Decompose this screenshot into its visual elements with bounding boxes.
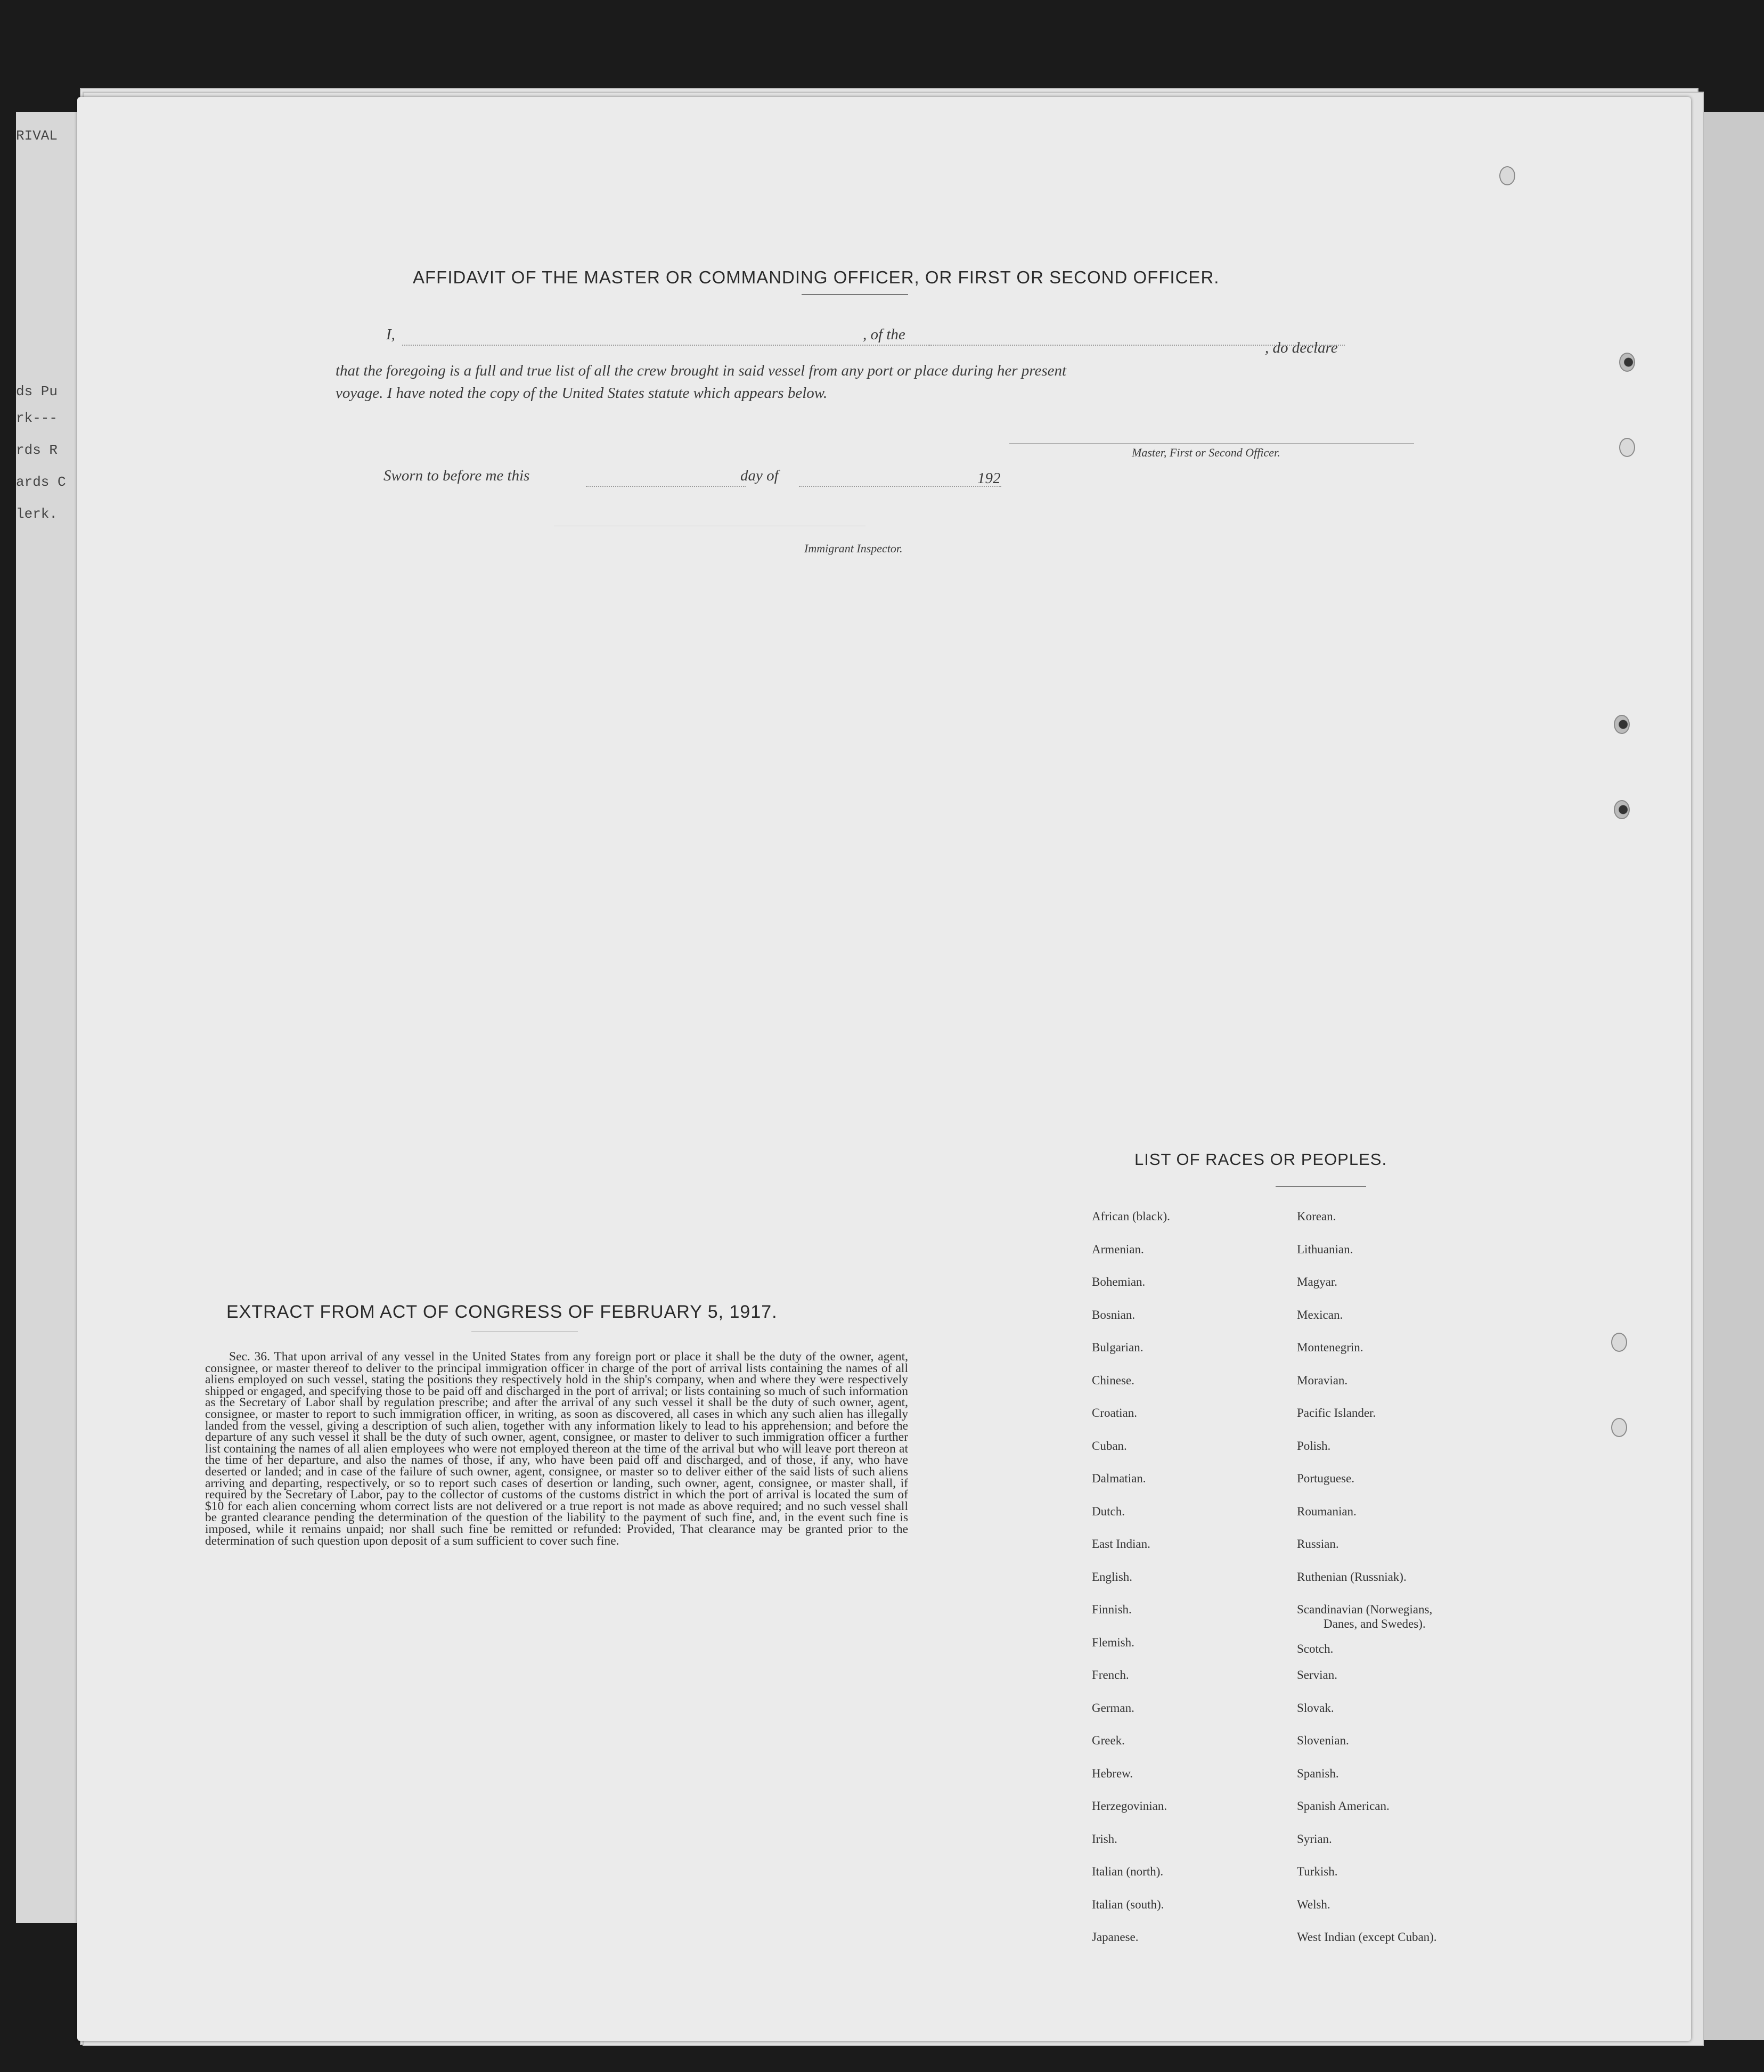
affidavit-title: AFFIDAVIT OF THE MASTER OR COMMANDING OFFICER, OR FIRST OR SECOND OFFICER. [413, 267, 1220, 287]
inspector-label: Immigrant Inspector. [804, 542, 903, 555]
race-item: Roumanian. [1297, 1504, 1357, 1518]
race-item: Bosnian. [1092, 1308, 1136, 1321]
race-item: Japanese. [1092, 1930, 1139, 1944]
race-item: African (black). [1092, 1210, 1170, 1223]
punch-hole [1611, 1333, 1627, 1352]
race-item: Dalmatian. [1092, 1472, 1146, 1485]
race-item: Italian (south). [1092, 1897, 1164, 1911]
extract-text: Sec. 36. That upon arrival of any vessel in the United States from any foreign port or place it shall be the duty of the owner, agent, consignee, or master thereof to deliver to the principal immigration officer in charge of the port of arrival lists containing the names of all aliens employed on such vessel, stating the positions they respectively hold in the ship's company, when and where they were respectively shipped or engaged, and specifying those to be paid off and discharged in the port of arrival; or lists containing so much of such information as the Secretary of Labor shall by regulation prescribe; and after the arrival of any such vessel it shall be the duty of such owner, agent, consignee, or master to report to such immigration officer, in writing, as soon as discovered, all cases in which any such alien has illegally landed from the vessel, giving a description of such alien, together with any information likely to lead to his apprehension; and before the departure of any such vessel it shall be the duty of such owner, agent, consignee, or master to deliver to such immigration officer a further list containing the names of all alien employees who were not employed thereon at the time of the arrival but who will leave port thereon at the time of her departure, and also the names of those, if any, who have been paid off and discharged, and of those, if any, who have deserted or landed; and in case of the failure of such owner, agent, consignee, or master so to deliver either of the said lists of such aliens arriving and departing, respectively, or so to report such cases of desertion or landing, such owner, agent, consignee, or master shall, if required by the Secretary of Labor, pay to the collector of customs of the customs district in which the port of arrival is located the sum of $10 for each alien concerning whom correct lists are not delivered or a true report is not made as above required; and no such vessel shall be granted clearance pending the determination of the question of the liability to the payment of such fine, and, in the event such fine is imposed, while it remains unpaid; nor shall such fine be remitted or refunded: Provided, That clearance may be granted prior to the determination of such question upon deposit of a sum sufficient to cover such fine. [205, 1350, 908, 1548]
race-item: Bulgarian. [1092, 1341, 1144, 1354]
race-item: Russian. [1297, 1537, 1339, 1551]
edge-text: rk--- [16, 410, 58, 426]
edge-text: rds R [16, 442, 58, 458]
race-item: Italian (north). [1092, 1865, 1164, 1878]
race-item: Portuguese. [1297, 1472, 1354, 1485]
race-item: Armenian. [1092, 1242, 1144, 1256]
affidavit-line-2: that the foregoing is a full and true list of all the crew brought in said vessel from any port or place during her present [336, 362, 1067, 379]
race-item [1297, 1603, 1437, 1636]
race-item: Turkish. [1297, 1865, 1338, 1878]
race-item: Korean. [1297, 1210, 1336, 1223]
race-item: Finnish. [1092, 1603, 1132, 1616]
race-item: Herzegovinian. [1092, 1799, 1167, 1813]
master-signature-label: Master, First or Second Officer. [1132, 446, 1280, 459]
race-item: Pacific Islander. [1297, 1406, 1376, 1420]
race-item: East Indian. [1092, 1537, 1150, 1551]
signature-line [1009, 443, 1414, 444]
race-item: Montenegrin. [1297, 1341, 1363, 1354]
race-item: Magyar. [1297, 1275, 1338, 1288]
race-item: Polish. [1297, 1439, 1331, 1453]
race-item: French. [1092, 1668, 1129, 1682]
race-item: Syrian. [1297, 1832, 1332, 1846]
race-item: Flemish. [1092, 1635, 1134, 1649]
affidavit-of-the-label: , of the [863, 326, 905, 343]
race-item: Bohemian. [1092, 1275, 1146, 1288]
day-blank-line [586, 486, 746, 487]
race-item: German. [1092, 1701, 1134, 1715]
document-page [77, 97, 1691, 2041]
race-item: Irish. [1092, 1832, 1117, 1846]
race-item: Chinese. [1092, 1373, 1134, 1387]
race-item: Servian. [1297, 1668, 1338, 1682]
edge-text: ards C [16, 474, 66, 490]
punch-hole [1611, 1418, 1627, 1437]
race-item: Slovak. [1297, 1701, 1334, 1715]
race-item: English. [1092, 1570, 1133, 1584]
punch-hole [1614, 715, 1630, 734]
underlying-page-right [1694, 112, 1764, 2040]
day-of-label: day of [740, 467, 779, 484]
edge-text: lerk. [16, 506, 58, 522]
race-item-text: Scandinavian (Norwegians, [1297, 1603, 1433, 1616]
race-item: Mexican. [1297, 1308, 1343, 1321]
punch-hole [1499, 166, 1515, 185]
race-item: Welsh. [1297, 1897, 1330, 1911]
race-item: Moravian. [1297, 1373, 1348, 1387]
affidavit-i-label: I, [386, 326, 395, 343]
races-right-column [1297, 1210, 1437, 1964]
race-item: Cuban. [1092, 1439, 1127, 1453]
race-item: Dutch. [1092, 1504, 1125, 1518]
race-item: Ruthenian (Russniak). [1297, 1570, 1407, 1584]
race-item: Slovenian. [1297, 1734, 1349, 1747]
races-left-column [1092, 1210, 1170, 1964]
race-item: Hebrew. [1092, 1766, 1133, 1780]
races-rule [1276, 1186, 1366, 1187]
affidavit-line-3: voyage. I have noted the copy of the United States statute which appears below. [336, 385, 828, 402]
race-item: Spanish. [1297, 1766, 1339, 1780]
race-item: West Indian (except Cuban). [1297, 1930, 1437, 1944]
race-item: Spanish American. [1297, 1799, 1390, 1813]
race-item: Croatian. [1092, 1406, 1137, 1420]
punch-hole [1619, 438, 1635, 457]
year-label: 192 [977, 470, 1001, 487]
punch-hole [1619, 353, 1635, 372]
edge-text: ds Pu [16, 384, 58, 399]
races-title: LIST OF RACES OR PEOPLES. [1134, 1150, 1387, 1169]
affidavit-do-declare-label: , do declare [1265, 339, 1338, 356]
sworn-label: Sworn to before me this [383, 467, 530, 484]
race-item: Lithuanian. [1297, 1242, 1353, 1256]
month-blank-line [799, 486, 1001, 487]
name-blank-line [402, 345, 929, 346]
punch-hole [1614, 800, 1630, 819]
title-rule [802, 294, 908, 295]
edge-text: RIVAL [16, 128, 58, 144]
race-item: Greek. [1092, 1734, 1125, 1747]
extract-title: EXTRACT FROM ACT OF CONGRESS OF FEBRUARY 5, 1917. [226, 1302, 778, 1322]
race-item-continuation: Danes, and Swedes). [1324, 1617, 1426, 1630]
race-item: Scotch. [1297, 1642, 1334, 1655]
